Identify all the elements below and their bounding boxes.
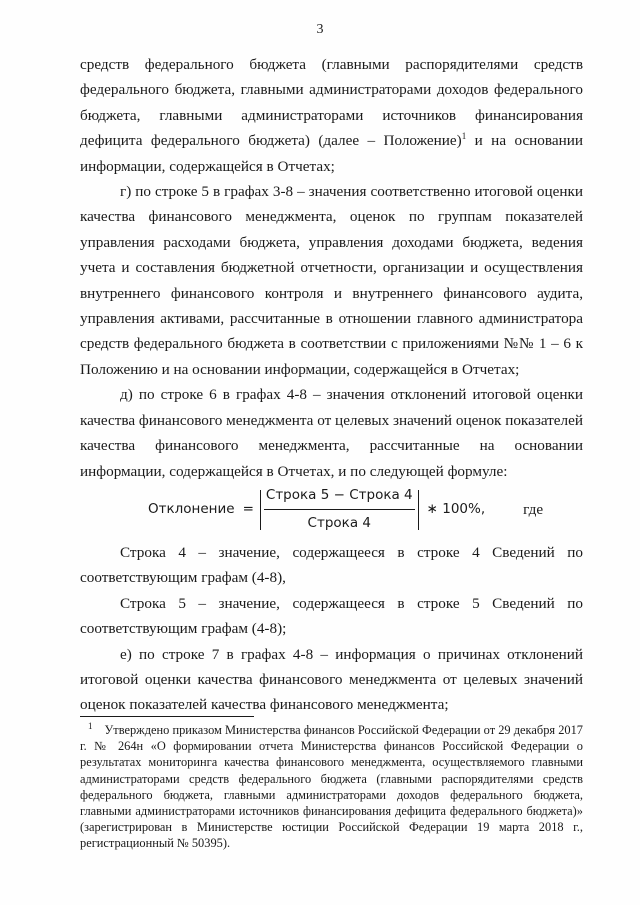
paragraph-item-e: е) по строке 7 в графах 4-8 – информация о причинах отклонений итоговой оценки качества финансового менеджмента от целевых значений оценок показателей качества финансового менеджмента; — [80, 645, 583, 714]
paragraph-continuation — [80, 52, 583, 179]
formula-where: где — [523, 501, 544, 519]
deviation-formula — [80, 486, 583, 534]
paragraph-item-g: г) по строке 5 в графах 3-8 – значения соответственно итоговой оценки качества финансового менеджмента, оценок по группам показателей управления расходами бюджета, управления доходами бюджета, ведения учета и составления бюджетной отчетности, организации и осуществления внутреннего финансового контроля и внутреннего финансового аудита, управления активами, рассчитанные в отношении главного администратора средств федерального бюджета в соответствии с приложениями №№ 1 – 6 к Положению и на основании информации, содержащейся в Отчетах; — [80, 183, 583, 378]
formula-lhs: Отклонение — [148, 501, 235, 518]
formula-multiplier: ∗ 100%, — [426, 501, 486, 518]
paragraph-text: средств федерального бюджета (главными распорядителями средств федерального бюджета, главными администраторами доходов федерального бюджета, главными администраторами источников финансирования дефицита федерального бюджета) (далее – Положение) — [80, 56, 583, 150]
paragraph-item-d: д) по строке 6 в графах 4-8 – значения отклонений итоговой оценки качества финансового менеджмента от целевых значений оценок показателей качества финансового менеджмента, рассчитанные на основании информации, содержащейся в Отчетах, и по следующей формуле: — [80, 386, 583, 480]
paragraph-text-tail: и на основании информации, содержащейся в Отчетах; — [80, 132, 583, 175]
formula-numerator: Строка 5 − Строка 4 — [264, 483, 415, 510]
formula-equals: = — [242, 501, 254, 518]
footnote-text: Утверждено приказом Министерства финансов Российской Федерации от 29 декабря 2017 г. № 264н «О формировании отчета Министерства финансов Российской Федерации о результатах мониторинга качества финансового менеджмента, осуществляемого главными администраторами средств федерального бюджета (главными распорядителями средств федерального бюджета, главными администраторами доходов федерального бюджета, главными администраторами источников финансирования дефицита федерального бюджета)» (зарегистрирован в Министерстве юстиции Российской Федерации 19 марта 2018 г., регистрационный № 50395). — [80, 723, 583, 851]
page-number: 3 — [316, 22, 324, 37]
formula-fraction — [264, 483, 415, 537]
footnote-reference[interactable]: 1 — [461, 131, 467, 142]
footnote-divider — [80, 716, 254, 717]
formula-denominator: Строка 4 — [307, 515, 371, 532]
footnote — [80, 722, 583, 852]
body-text — [80, 52, 583, 718]
footnote-mark: 1 — [88, 721, 93, 731]
formula-absolute-value — [260, 487, 419, 532]
definition-row-4: Строка 4 – значение, содержащееся в строке 4 Сведений по соответствующим графам (4-8), — [80, 543, 583, 587]
definition-row-5: Строка 5 – значение, содержащееся в строке 5 Сведений по соответствующим графам (4-8); — [80, 594, 583, 638]
